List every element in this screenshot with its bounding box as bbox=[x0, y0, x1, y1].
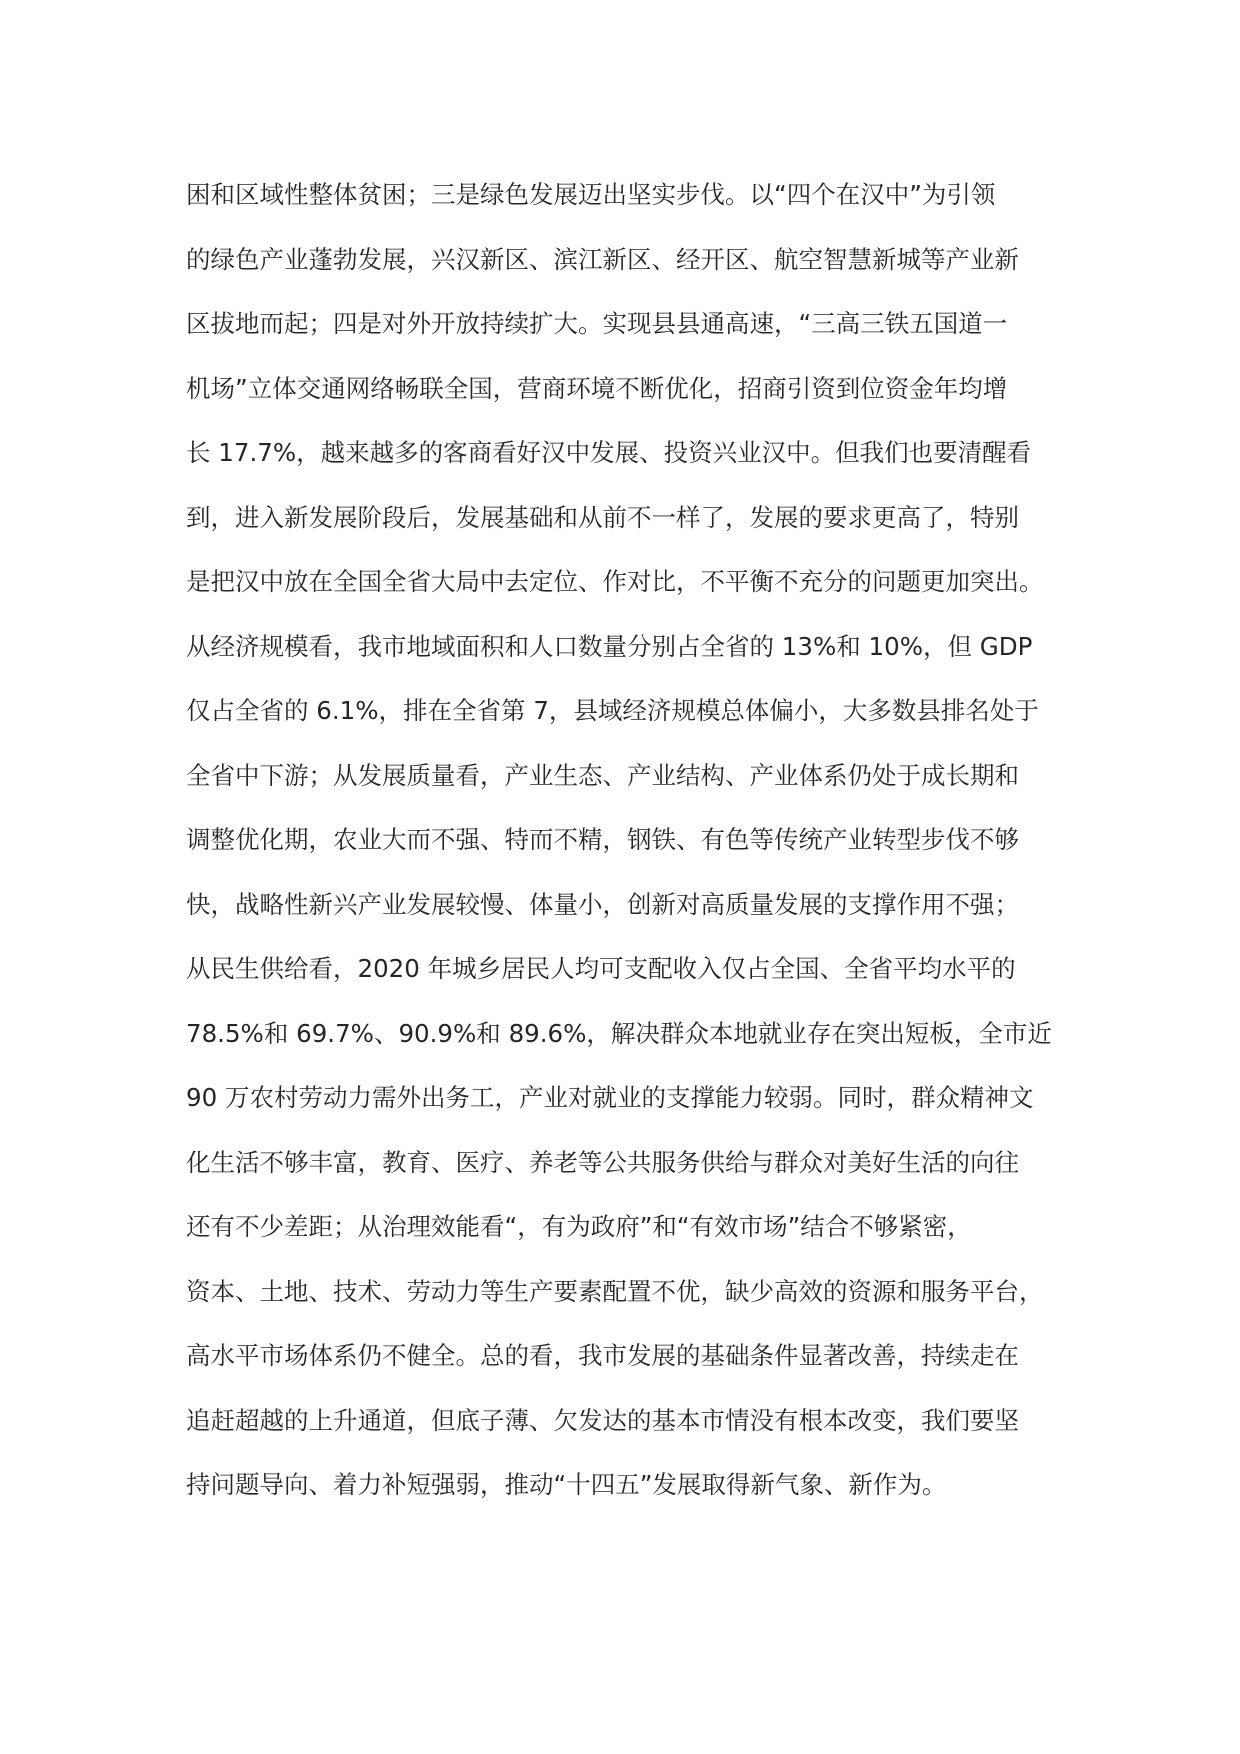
text-line: 高水平市场体系仍不健全。总的看，我市发展的基础条件显著改善，持续走在 bbox=[186, 1341, 1019, 1370]
text-line: 是把汉中放在全国全省大局中去定位、作对比，不平衡不充分的问题更加突出。 bbox=[186, 567, 1044, 596]
body-paragraph bbox=[186, 172, 1086, 1527]
text-line: 还有不少差距；从治理效能看“，有为政府”和“有效市场”结合不够紧密， bbox=[186, 1212, 972, 1241]
text-line: 从民生供给看，2020 年城乡居民人均可支配收入仅占全国、全省平均水平的 bbox=[186, 954, 1016, 983]
text-line: 90 万农村劳动力需外出务工，产业对就业的支撑能力较弱。同时，群众精神文 bbox=[186, 1083, 1034, 1112]
text-line: 持问题导向、着力补短强弱，推动“十四五”发展取得新气象、新作为。 bbox=[186, 1470, 947, 1499]
text-line: 的绿色产业蓬勃发展，兴汉新区、滨江新区、经开区、航空智慧新城等产业新 bbox=[186, 244, 1019, 274]
text-line: 机场”立体交通网络畅联全国，营商环境不断优化，招商引资到位资金年均增 bbox=[186, 373, 1008, 403]
text-line: 从经济规模看，我市地域面积和人口数量分别占全省的 13%和 10%，但 GDP bbox=[186, 631, 1033, 661]
text-line: 78.5%和 69.7%、90.9%和 89.6%，解决群众本地就业存在突出短板，全市近 bbox=[186, 1018, 1052, 1048]
text-line: 调整优化期，农业大而不强、特而不精，钢铁、有色等传统产业转型步伐不够 bbox=[186, 825, 1019, 854]
text-line: 长 17.7%，越来越多的客商看好汉中发展、投资兴业汉中。但我们也要清醒看 bbox=[186, 438, 1032, 467]
text-line: 到，进入新发展阶段后，发展基础和从前不一样了，发展的要求更高了，特别 bbox=[186, 502, 1019, 532]
text-line: 仅占全省的 6.1%，排在全省第 7，县域经济规模总体偏小，大多数县排名处于 bbox=[186, 696, 1039, 725]
text-line: 全省中下游；从发展质量看，产业生态、产业结构、产业体系仍处于成长期和 bbox=[186, 760, 1019, 790]
text-line: 追赶超越的上升通道，但底子薄、欠发达的基本市情没有根本改变，我们要坚 bbox=[186, 1405, 1019, 1435]
text-line: 化生活不够丰富，教育、医疗、养老等公共服务供给与群众对美好生活的向往 bbox=[186, 1147, 1019, 1177]
text-line: 快，战略性新兴产业发展较慢、体量小，创新对高质量发展的支撑作用不强； bbox=[186, 889, 1019, 919]
text-line: 区拔地而起；四是对外开放持续扩大。实现县县通高速，“三高三铁五国道一 bbox=[186, 309, 1008, 338]
text-line: 困和区域性整体贫困；三是绿色发展迈出坚实步伐。以“四个在汉中”为引领 bbox=[186, 180, 996, 209]
text-line: 资本、土地、技术、劳动力等生产要素配置不优，缺少高效的资源和服务平台， bbox=[186, 1276, 1044, 1306]
